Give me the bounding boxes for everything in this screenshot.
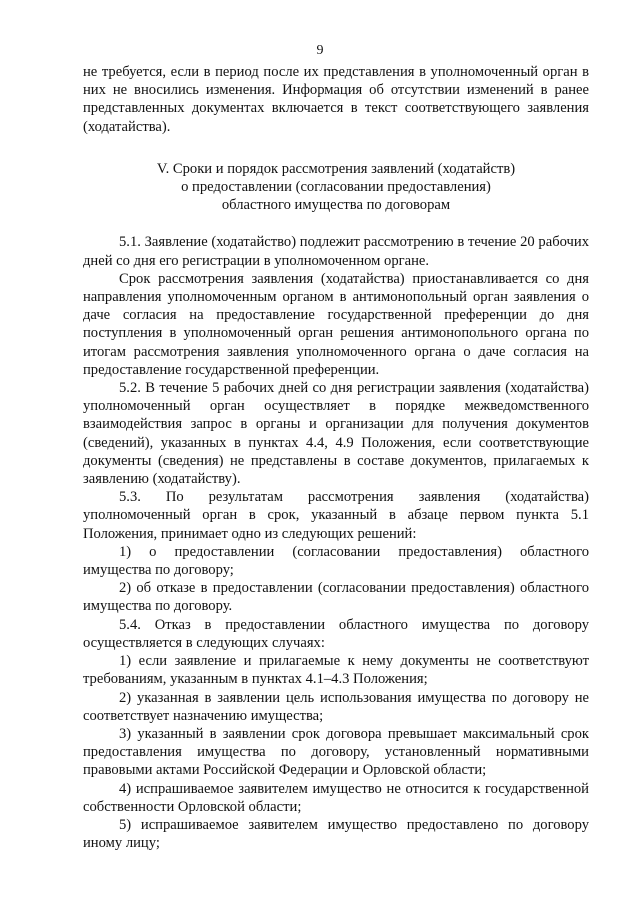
refusal-item-3: 3) указанный в заявлении срок договора превышает максимальный срок предоставления имущества по договору, установленный нормативными правовыми актами Российской Федерации и Орловской области; <box>83 725 589 779</box>
paragraph-5-2: 5.2. В течение 5 рабочих дней со дня регистрации заявления (ходатайства) уполномоченный орган осуществляет в порядке межведомственного взаимодействия запрос в органы и организации для получения документов (сведений), указанных в пунктах 4.4, 4.9 Положения, если соответствующие документы (сведения) не представлены в составе документов, прилагаемых к заявлению (ходатайству). <box>83 380 589 488</box>
section-heading-line-2: о предоставлении (согласовании предоставления) <box>181 179 491 196</box>
section-heading <box>83 160 589 215</box>
section-heading-line-1: V. Сроки и порядок рассмотрения заявлений (ходатайств) <box>156 160 516 177</box>
decision-item-1: 1) о предоставлении (согласовании предоставления) областного имущества по договору; <box>83 543 589 579</box>
refusal-item-4: 4) испрашиваемое заявителем имущество не относится к государственной собственности Орловской области; <box>83 780 589 815</box>
paragraph-5-1: 5.1. Заявление (ходатайство) подлежит рассмотрению в течение 20 рабочих дней со дня его регистрации в уполномоченном органе. <box>83 234 589 269</box>
paragraph-5-4: 5.4. Отказ в предоставлении областного имущества по договору осуществляется в следующих случаях: <box>83 616 589 651</box>
refusal-item-2: 2) указанная в заявлении цель использования имущества по договору не соответствует назначению имущества; <box>83 689 589 724</box>
decision-item-2: 2) об отказе в предоставлении (согласовании предоставления) областного имущества по договору. <box>83 580 589 615</box>
refusal-item-1: 1) если заявление и прилагаемые к нему документы не соответствуют требованиям, указанным в пунктах 4.1–4.3 Положения; <box>83 653 589 688</box>
document-body <box>83 63 589 852</box>
paragraph-5-3: 5.3. По результатам рассмотрения заявления (ходатайства) уполномоченный орган в срок, указанный в абзаце первом пункта 5.1 Положения, принимает одно из следующих решений: <box>83 489 589 542</box>
section-heading-line-3: областного имущества по договорам <box>221 197 451 214</box>
paragraph-suspension: Срок рассмотрения заявления (ходатайства) приостанавливается со дня направления уполномоченным органом в антимонопольный орган заявления о даче согласия на предоставление государственной преференции до дня поступления в уполномоченный орган решения антимонопольного органа по итогам рассмотрения заявления уполномоченного органа о даче согласия на предоставление государственной преференции. <box>83 270 589 378</box>
intro-paragraph: не требуется, если в период после их представления в уполномоченный орган в них не вносились изменения. Информация об отсутствии изменений в ранее представленных документах включается в текст соответствующего заявления (ходатайства). <box>83 64 589 135</box>
refusal-item-5: 5) испрашиваемое заявителем имущество предоставлено по договору иному лицу; <box>83 816 589 852</box>
page-number: 9 <box>316 43 324 58</box>
